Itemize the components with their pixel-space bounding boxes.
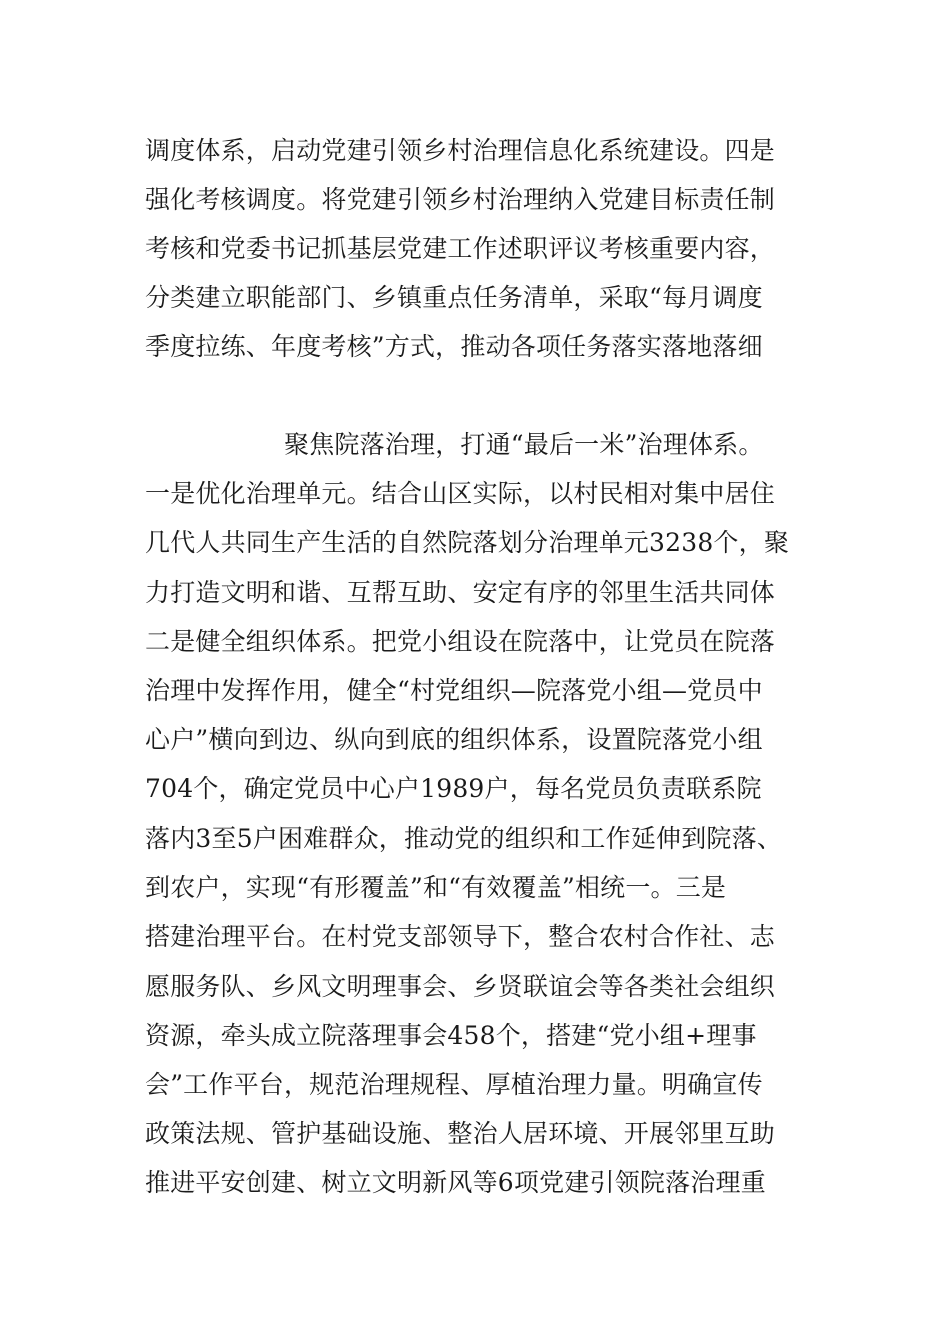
text-line: 调度体系，启动党建引领乡村治理信息化系统建设。四是 [145, 136, 776, 165]
text-line: 资源，牵头成立院落理事会458个，搭建“党小组+理事 [145, 1021, 757, 1050]
text-line: 会”工作平台，规范治理规程、厚植治理力量。明确宣传 [145, 1070, 763, 1099]
text-line: 心户”横向到边、纵向到底的组织体系，设置院落党小组 [145, 725, 763, 754]
text-line: 一是优化治理单元。结合山区实际，以村民相对集中居住 [145, 479, 776, 508]
text-line: 季度拉练、年度考核”方式，推动各项任务落实落地落细 [145, 332, 763, 361]
text-line: 治理中发挥作用，健全“村党组织—院落党小组—党员中 [145, 676, 763, 705]
text-line: 愿服务队、乡风文明理事会、乡贤联谊会等各类社会组织 [145, 972, 776, 1001]
text-line: 二是健全组织体系。把党小组设在院落中，让党员在院落 [145, 627, 776, 656]
text-line: 分类建立职能部门、乡镇重点任务清单，采取“每月调度 [145, 283, 763, 312]
text-line: 力打造文明和谐、互帮互助、安定有序的邻里生活共同体 [145, 578, 776, 607]
text-line: 到农户，实现“有形覆盖”和“有效覆盖”相统一。三是 [145, 873, 727, 902]
text-line: 政策法规、管护基础设施、整治人居环境、开展邻里互助 [145, 1119, 776, 1148]
text-line: 考核和党委书记抓基层党建工作述职评议考核重要内容， [145, 234, 776, 263]
text-line: 强化考核调度。将党建引领乡村治理纳入党建目标责任制 [145, 185, 776, 214]
text-line: 704个，确定党员中心户1989户，每名党员负责联系院 [145, 774, 762, 803]
text-line: 搭建治理平台。在村党支部领导下，整合农村合作社、志 [145, 922, 776, 951]
section-heading: 聚焦院落治理，打通“最后一米”治理体系。 [284, 430, 764, 459]
text-line: 落内3至5户困难群众，推动党的组织和工作延伸到院落、 [145, 824, 783, 853]
text-line: 几代人共同生产生活的自然院落划分治理单元3238个，聚 [145, 528, 790, 557]
text-line: 推进平安创建、树立文明新风等6项党建引领院落治理重 [145, 1168, 766, 1197]
